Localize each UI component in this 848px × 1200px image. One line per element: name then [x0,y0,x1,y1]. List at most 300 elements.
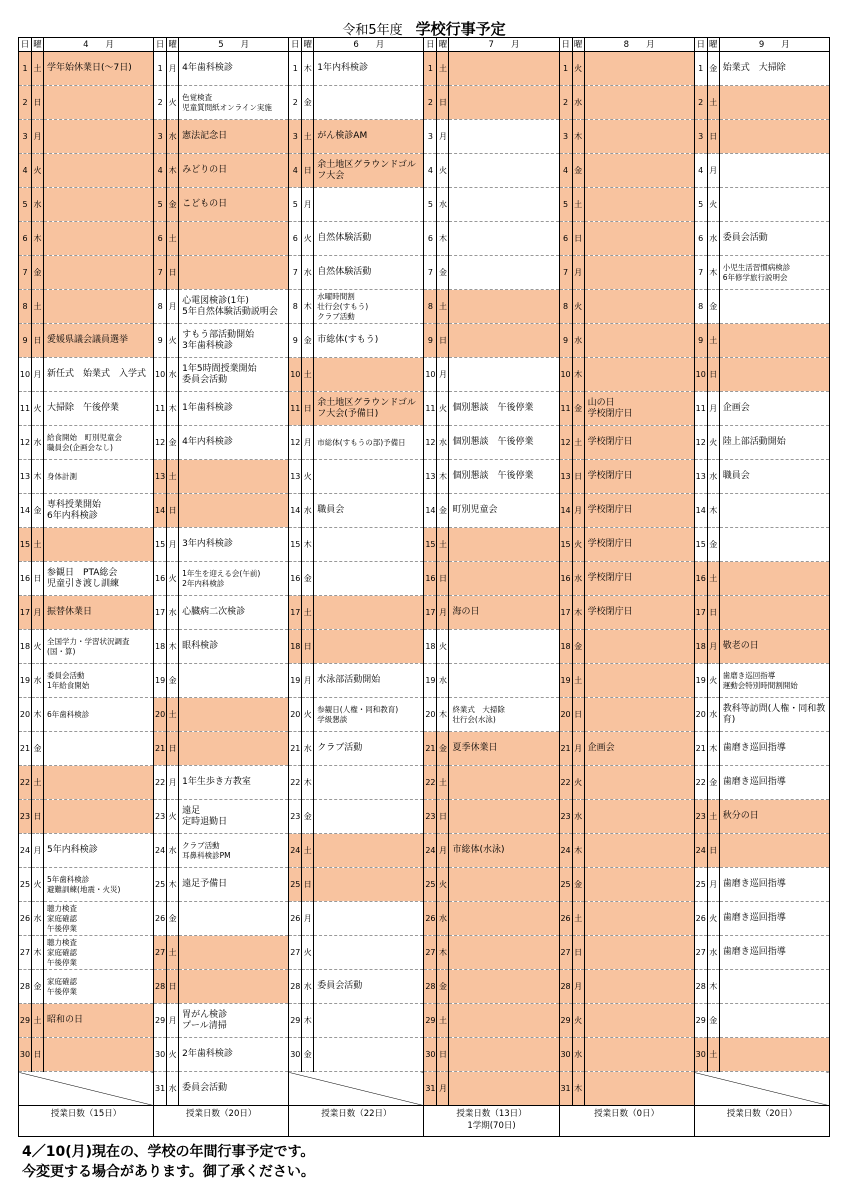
day-number: 8 [289,290,302,324]
weekday: 金 [302,324,314,358]
day-number: 5 [694,188,707,222]
weekday: 月 [167,1004,179,1038]
event-text [314,426,424,460]
weekday: 月 [437,358,449,392]
weekday: 水 [437,902,449,936]
event-text [584,154,694,188]
event-line: 午後停業 [47,986,78,996]
weekday: 月 [302,188,314,222]
day-number: 5 [424,188,437,222]
calendar-row [19,392,830,426]
day-number: 10 [559,358,572,392]
weekday-header: 曜 [33,39,42,50]
weekday: 金 [572,154,584,188]
day-number: 2 [424,86,437,120]
event-text [719,1004,829,1038]
weekday: 金 [302,562,314,596]
weekday: 金 [167,664,179,698]
day-number: 22 [694,766,707,800]
day-number: 30 [289,1038,302,1072]
event-text [584,596,694,630]
event-text [179,732,289,766]
calendar-row [19,1038,830,1072]
weekday: 金 [32,970,44,1004]
event-text [44,800,154,834]
weekday: 木 [32,936,44,970]
weekday: 水 [167,596,179,630]
event-text [449,1038,559,1072]
event-text [719,936,829,970]
event-text [719,562,829,596]
event-text [719,494,829,528]
event-text [719,154,829,188]
weekday: 木 [437,936,449,970]
event-text [584,52,694,86]
day-number: 26 [154,902,167,936]
day-number: 10 [19,358,32,392]
weekday: 月 [167,528,179,562]
day-number: 16 [154,562,167,596]
event-text [44,936,154,970]
weekday: 日 [437,562,449,596]
day-number: 12 [289,426,302,460]
day-number: 1 [559,52,572,86]
event-text [449,222,559,256]
event-line: 市総体(すもうの部)予備日 [317,437,406,447]
event-line: 学校閉庁日 [587,437,633,447]
event-text [314,494,424,528]
event-text [314,1038,424,1072]
day-number: 18 [154,630,167,664]
event-line: 町別児童会 [452,505,498,515]
day-number: 18 [424,630,437,664]
event-line: みどりの日 [182,165,228,175]
day-number: 7 [19,256,32,290]
event-line: 憲法記念日 [182,131,228,141]
event-text [449,562,559,596]
day-number: 4 [154,154,167,188]
event-text [179,970,289,1004]
month-header: 8 月 [584,38,694,52]
event-text [449,256,559,290]
event-line: クラブ活動 [317,743,363,753]
day-number: 28 [424,970,437,1004]
weekday: 月 [437,834,449,868]
day-number: 26 [19,902,32,936]
day-number: 27 [694,936,707,970]
day-number: 7 [559,256,572,290]
calendar-row [19,698,830,732]
weekday: 水 [437,188,449,222]
day-number: 30 [694,1038,707,1072]
weekday: 火 [572,766,584,800]
event-text [44,392,154,426]
event-text [44,698,154,732]
calendar-row [19,970,830,1004]
weekday: 月 [572,970,584,1004]
event-line: 個別懇談 午後停業 [452,471,534,481]
weekday: 木 [32,698,44,732]
day-number: 25 [289,868,302,902]
event-text [584,1004,694,1038]
day-number: 16 [559,562,572,596]
weekday-header: 曜 [303,39,313,50]
weekday: 土 [572,902,584,936]
header-row [19,38,830,52]
event-text [449,868,559,902]
event-line: こどもの日 [182,199,228,209]
weekday: 金 [167,188,179,222]
weekday: 水 [167,1072,179,1106]
day-number: 24 [289,834,302,868]
day-number: 4 [19,154,32,188]
day-number: 21 [559,732,572,766]
event-text [584,426,694,460]
event-line: 1年給食開始 [47,680,90,690]
event-text [719,664,829,698]
event-text [449,528,559,562]
day-number: 18 [559,630,572,664]
weekday: 火 [302,936,314,970]
event-line: がん検診AM [317,131,368,141]
calendar-row [19,732,830,766]
weekday: 月 [302,902,314,936]
day-number: 19 [424,664,437,698]
day-number: 15 [154,528,167,562]
calendar-row [19,290,830,324]
event-text [44,766,154,800]
event-line: 企画会 [587,743,615,753]
event-text [584,902,694,936]
event-text [719,902,829,936]
day-number: 6 [289,222,302,256]
event-line: クラブ活動 [317,311,355,321]
day-number: 17 [154,596,167,630]
event-line: 委員会活動 [317,981,363,991]
event-line: (国・算) [47,646,76,656]
weekday: 土 [437,528,449,562]
weekday: 火 [302,460,314,494]
event-text [314,596,424,630]
day-number: 1 [19,52,32,86]
event-text [314,868,424,902]
day-number: 11 [559,392,572,426]
event-line: 大掃除 午後停業 [47,403,120,413]
day-number: 5 [19,188,32,222]
weekday: 金 [167,902,179,936]
day-number: 23 [19,800,32,834]
calendar-row [19,528,830,562]
event-line: クラブ活動 [182,840,220,850]
weekday: 土 [437,52,449,86]
event-text [179,494,289,528]
day-number: 6 [559,222,572,256]
calendar-row [19,426,830,460]
event-line: 学級懇談 [317,714,348,724]
class-days-count: 授業日数（20日） [186,1109,257,1119]
event-text [584,256,694,290]
day-number: 24 [154,834,167,868]
event-text [584,664,694,698]
weekday: 日 [707,834,719,868]
weekday: 土 [707,86,719,120]
empty-day-cell [289,1072,424,1106]
day-number: 8 [694,290,707,324]
day-number: 21 [424,732,437,766]
event-line: 眼科検診 [182,641,219,651]
calendar-row [19,358,830,392]
event-text [719,868,829,902]
day-number: 7 [424,256,437,290]
event-text [584,222,694,256]
day-number: 11 [19,392,32,426]
event-line: 6年内科検診 [47,510,98,521]
day-number: 24 [694,834,707,868]
weekday: 金 [302,86,314,120]
weekday: 日 [707,120,719,154]
weekday: 火 [572,1004,584,1038]
event-text [179,324,289,358]
event-text [179,392,289,426]
day-number: 18 [19,630,32,664]
event-text [584,698,694,732]
day-number: 12 [694,426,707,460]
month-header: 4 月 [44,38,154,52]
day-number: 7 [694,256,707,290]
day-number: 8 [154,290,167,324]
event-text [179,1072,289,1106]
weekday: 日 [302,392,314,426]
event-text [314,188,424,222]
weekday: 水 [572,800,584,834]
event-text [719,256,829,290]
class-days-count: 授業日数（15日） [50,1109,122,1119]
event-line: 終業式 大掃除 [452,704,505,714]
event-text [44,868,154,902]
day-number: 19 [154,664,167,698]
event-text [44,290,154,324]
event-text [449,630,559,664]
day-number: 25 [19,868,32,902]
day-number: 13 [289,460,302,494]
event-line: 1年生を迎える会(午前) [182,568,261,578]
weekday: 木 [707,494,719,528]
event-line: 委員会活動 [182,374,228,385]
event-line: 新任式 始業式 入学式 [47,369,147,379]
class-days-summary [289,1106,424,1137]
weekday: 火 [572,528,584,562]
event-line: 午後停業 [47,957,78,967]
event-line: プール清掃 [182,1020,227,1031]
day-number: 9 [154,324,167,358]
weekday: 日 [437,1038,449,1072]
weekday: 火 [32,392,44,426]
event-line: 2年内科検診 [182,578,225,588]
weekday: 水 [167,120,179,154]
day-number: 10 [424,358,437,392]
day-number: 14 [424,494,437,528]
event-text [449,154,559,188]
day-number: 9 [289,324,302,358]
weekday: 火 [32,630,44,664]
event-text [44,664,154,698]
month-header: 6 月 [314,38,424,52]
weekday: 日 [167,970,179,1004]
day-number: 24 [559,834,572,868]
weekday: 月 [167,52,179,86]
day-number: 16 [424,562,437,596]
event-line: 壮行会(水泳) [452,714,496,724]
fiscal-year: 令和5年度 [342,23,403,38]
event-text [719,324,829,358]
weekday: 木 [572,834,584,868]
day-number: 19 [289,664,302,698]
day-number: 5 [559,188,572,222]
day-number: 28 [154,970,167,1004]
weekday: 火 [167,86,179,120]
day-number: 12 [19,426,32,460]
weekday: 月 [32,834,44,868]
day-number: 15 [19,528,32,562]
event-text [449,698,559,732]
event-text [179,664,289,698]
weekday: 金 [437,970,449,1004]
event-text [44,120,154,154]
event-text [179,426,289,460]
event-line: 給食開始 町別児童会 [47,432,123,442]
event-line: 心臓病二次検診 [182,607,246,617]
event-line: 6年修学旅行説明会 [722,272,788,282]
day-number: 23 [559,800,572,834]
day-number: 14 [289,494,302,528]
event-text [44,596,154,630]
weekday: 水 [302,256,314,290]
event-text [719,766,829,800]
weekday: 水 [32,188,44,222]
event-text [44,426,154,460]
weekday: 水 [167,834,179,868]
weekday: 火 [437,630,449,664]
event-text [719,52,829,86]
event-text [179,630,289,664]
day-number: 6 [694,222,707,256]
day-number: 13 [19,460,32,494]
event-text [179,256,289,290]
day-number: 21 [289,732,302,766]
weekday: 金 [167,426,179,460]
day-number: 20 [154,698,167,732]
event-text [314,766,424,800]
event-line: 学校閉庁日 [587,471,633,481]
day-number: 16 [289,562,302,596]
weekday: 火 [437,392,449,426]
day-number: 21 [19,732,32,766]
event-text [179,188,289,222]
weekday: 日 [302,154,314,188]
weekday: 木 [572,1072,584,1106]
event-text [449,800,559,834]
weekday-header: 曜 [573,39,583,50]
event-line: 学校閉庁日 [587,607,633,617]
event-line: 1年生歩き方教室 [182,777,251,787]
event-line: 定時退勤日 [182,816,228,827]
weekday: 木 [572,120,584,154]
event-line: 委員会活動 [47,670,85,680]
event-text [584,86,694,120]
day-number: 7 [154,256,167,290]
event-text [314,86,424,120]
day-number: 9 [694,324,707,358]
event-text [314,256,424,290]
day-number: 22 [154,766,167,800]
event-text [314,52,424,86]
event-line: 5年内科検診 [47,845,98,855]
weekday: 金 [572,392,584,426]
event-text [314,902,424,936]
day-number: 21 [154,732,167,766]
weekday: 土 [302,834,314,868]
school-calendar-table [18,37,830,1137]
weekday: 木 [32,460,44,494]
calendar-row [19,52,830,86]
weekday: 木 [302,52,314,86]
day-number: 8 [559,290,572,324]
weekday: 火 [572,52,584,86]
weekday: 火 [167,324,179,358]
day-number: 15 [424,528,437,562]
event-text [719,1038,829,1072]
event-line: 学校閉庁日 [587,573,633,583]
event-line: 歯磨き巡回指導 [722,777,786,787]
event-line: 5年歯科検診 [47,874,90,884]
calendar-row [19,120,830,154]
event-line: 余土地区グラウンドゴルフ大会 [317,159,416,181]
weekday: 月 [572,732,584,766]
weekday: 火 [167,800,179,834]
event-text [44,358,154,392]
weekday: 月 [167,766,179,800]
weekday: 日 [167,494,179,528]
weekday: 土 [32,52,44,86]
weekday: 木 [167,630,179,664]
event-text [179,222,289,256]
weekday: 火 [437,868,449,902]
event-text [719,800,829,834]
day-number: 2 [559,86,572,120]
day-number: 2 [289,86,302,120]
weekday: 金 [572,868,584,902]
weekday: 水 [707,222,719,256]
event-text [44,902,154,936]
event-line: 2年歯科検診 [182,1049,233,1059]
event-text [44,732,154,766]
event-text [44,460,154,494]
day-number: 17 [559,596,572,630]
weekday: 水 [707,698,719,732]
event-text [179,358,289,392]
weekday: 日 [167,256,179,290]
weekday: 月 [167,290,179,324]
event-text [179,1038,289,1072]
event-text [44,86,154,120]
calendar-row [19,630,830,664]
weekday: 日 [302,868,314,902]
day-number: 9 [19,324,32,358]
event-text [449,120,559,154]
event-text [314,630,424,664]
weekday: 水 [302,494,314,528]
day-number: 31 [424,1072,437,1106]
